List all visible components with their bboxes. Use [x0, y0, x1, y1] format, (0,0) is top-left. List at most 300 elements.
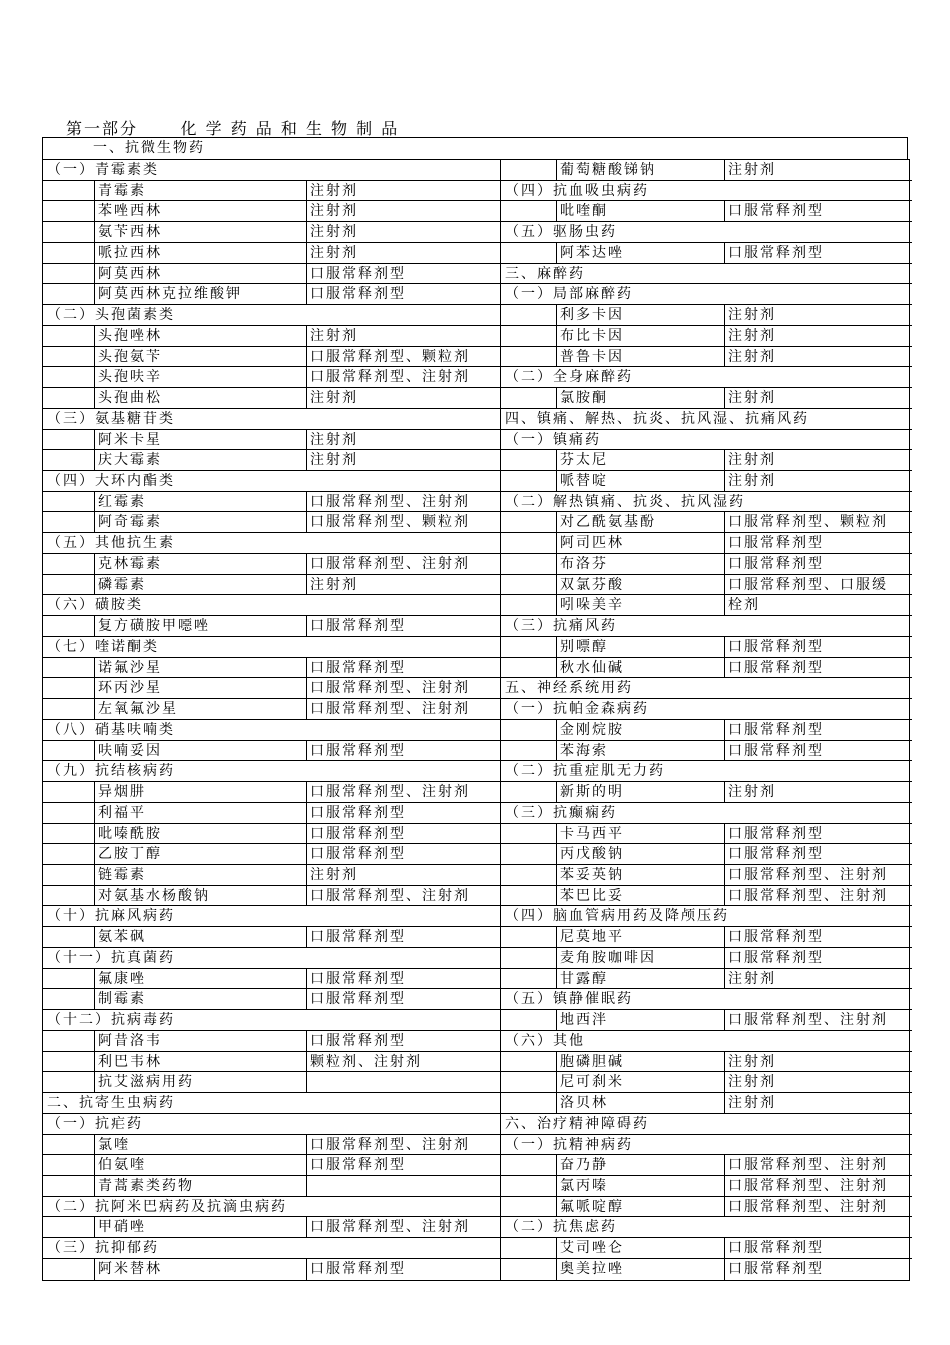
table-row — [43, 616, 500, 637]
table-row — [43, 181, 500, 202]
indent-cell — [501, 1238, 557, 1258]
category-label: （四）脑血管病用药及降颅压药 — [505, 908, 729, 925]
dosage-form: 口服常释剂型 — [728, 1240, 824, 1257]
drug-name: 甘露醇 — [557, 969, 725, 989]
indent-cell — [43, 1135, 95, 1155]
table-row — [43, 927, 500, 948]
table-row — [43, 1031, 500, 1052]
drug-name: 氯喹 — [95, 1135, 307, 1155]
table-row — [43, 430, 500, 451]
drug-name: 氟康唑 — [95, 969, 307, 989]
drug-name: 苯妥英钠 — [557, 865, 725, 885]
drug-name: 布洛芬 — [557, 554, 725, 574]
indent-cell — [501, 824, 557, 844]
category-label: （一）镇痛药 — [505, 431, 601, 448]
table-row — [43, 284, 500, 305]
category-label: （三）抗痛风药 — [505, 618, 617, 635]
table-row — [501, 1010, 912, 1031]
category-label: （二）头孢菌素类 — [47, 307, 175, 324]
indent-cell — [43, 1217, 95, 1237]
indent-cell — [501, 658, 557, 678]
category-row — [501, 1217, 912, 1238]
category-row — [43, 409, 500, 430]
category-row — [43, 761, 500, 782]
indent-cell — [501, 1197, 557, 1217]
table-row — [43, 824, 500, 845]
dosage-form: 注射剂 — [728, 327, 776, 344]
category-label: （二）抗焦虑药 — [505, 1219, 617, 1236]
indent-cell — [43, 222, 95, 242]
table-row — [501, 595, 912, 616]
category-row — [501, 264, 912, 285]
table-row — [501, 512, 912, 533]
drug-name: 丙戊酸钠 — [557, 844, 725, 864]
table-row — [43, 222, 500, 243]
right-column — [501, 160, 912, 1280]
dosage-form: 注射剂 — [310, 866, 358, 883]
drug-list-table — [42, 159, 910, 1281]
drug-name: 阿昔洛韦 — [95, 1031, 307, 1051]
dosage-form: 口服常释剂型 — [728, 949, 824, 966]
table-row — [43, 492, 500, 513]
category-label: （二）抗重症肌无力药 — [505, 763, 665, 780]
table-row — [501, 824, 912, 845]
dosage-form: 口服常释剂型 — [728, 638, 824, 655]
table-row — [501, 720, 912, 741]
table-row — [43, 886, 500, 907]
table-row — [501, 243, 912, 264]
table-row — [501, 160, 912, 181]
category-label: （三）抗癫痫药 — [505, 804, 617, 821]
dosage-form: 注射剂 — [728, 452, 776, 469]
dosage-form: 注射剂 — [728, 390, 776, 407]
dosage-form: 口服常释剂型、注射剂 — [310, 1136, 470, 1153]
drug-name: 奥美拉唑 — [557, 1259, 725, 1280]
drug-name: 抗艾滋病用药 — [95, 1072, 307, 1092]
category-row — [501, 678, 912, 699]
drug-name: 氟哌啶醇 — [557, 1197, 725, 1217]
category-row — [501, 699, 912, 720]
indent-cell — [501, 533, 557, 553]
indent-cell — [501, 1176, 557, 1196]
drug-name: 麦角胺咖啡因 — [557, 948, 725, 968]
table-row — [43, 969, 500, 990]
drug-name: 尼可刹米 — [557, 1072, 725, 1092]
drug-name: 头孢曲松 — [95, 388, 307, 408]
category-row — [501, 1031, 912, 1052]
table-row — [43, 450, 500, 471]
dosage-form: 注射剂 — [310, 244, 358, 261]
table-row — [501, 471, 912, 492]
indent-cell — [43, 927, 95, 947]
category-label: （八）硝基呋喃类 — [47, 721, 175, 738]
dosage-form: 注射剂 — [728, 970, 776, 987]
category-row — [43, 1197, 500, 1218]
dosage-form: 口服常释剂型 — [310, 1032, 406, 1049]
category-label: （二）全身麻醉药 — [505, 369, 633, 386]
dosage-form: 注射剂 — [310, 431, 358, 448]
indent-cell — [43, 264, 95, 284]
dosage-form: 口服常释剂型、注射剂 — [728, 1177, 888, 1194]
drug-name: 头孢氨苄 — [95, 347, 307, 367]
indent-cell — [43, 284, 95, 304]
dosage-form: 口服常释剂型、注射剂 — [728, 1198, 888, 1215]
dosage-form: 口服常释剂型、口服缓 — [728, 576, 888, 593]
dosage-form: 注射剂 — [728, 473, 776, 490]
indent-cell — [43, 243, 95, 263]
indent-cell — [501, 326, 557, 346]
dosage-form: 注射剂 — [728, 1074, 776, 1091]
category-label: （四）抗血吸虫病药 — [505, 182, 649, 199]
category-label: （三）抗抑郁药 — [47, 1240, 159, 1257]
category-row — [501, 803, 912, 824]
dosage-form: 口服常释剂型 — [310, 1260, 406, 1277]
category-row — [501, 492, 912, 513]
drug-name: 普鲁卡因 — [557, 347, 725, 367]
dosage-form: 口服常释剂型 — [728, 721, 824, 738]
category-label: （五）其他抗生素 — [47, 535, 175, 552]
indent-cell — [501, 243, 557, 263]
dosage-form: 口服常释剂型 — [310, 970, 406, 987]
table-row — [43, 865, 500, 886]
table-row — [501, 201, 912, 222]
indent-cell — [43, 181, 95, 201]
category-label: （十二）抗病毒药 — [47, 1012, 175, 1029]
drug-name: 苯海索 — [557, 741, 725, 761]
drug-name: 艾司唑仑 — [557, 1238, 725, 1258]
category-label: 二、抗寄生虫病药 — [47, 1095, 175, 1112]
drug-name: 异烟肼 — [95, 782, 307, 802]
category-row — [43, 1093, 500, 1114]
dosage-form: 口服常释剂型、注射剂 — [310, 701, 470, 718]
category-row — [43, 637, 500, 658]
indent-cell — [501, 720, 557, 740]
dosage-form: 口服常释剂型、注射剂 — [310, 784, 470, 801]
table-row — [43, 1135, 500, 1156]
page-title: 第一部分 化 学 药 品 和 生 物 制 品 — [66, 119, 400, 138]
indent-cell — [501, 160, 557, 180]
indent-cell — [43, 1052, 95, 1072]
drug-name: 利多卡因 — [557, 305, 725, 325]
drug-name: 阿米卡星 — [95, 430, 307, 450]
drug-name: 左氧氟沙星 — [95, 699, 307, 719]
table-row — [501, 886, 912, 907]
drug-name: 头孢唑林 — [95, 326, 307, 346]
category-label: （一）抗帕金森病药 — [505, 701, 649, 718]
drug-name: 呋喃妥因 — [95, 741, 307, 761]
category-label: （九）抗结核病药 — [47, 763, 175, 780]
drug-name: 哌拉西林 — [95, 243, 307, 263]
table-row — [43, 782, 500, 803]
dosage-form: 注射剂 — [310, 182, 358, 199]
drug-name: 青蒿素类药物 — [95, 1176, 307, 1196]
dosage-form: 口服常释剂型 — [310, 804, 406, 821]
drug-name: 氯丙嗪 — [557, 1176, 725, 1196]
category-label: （五）镇静催眠药 — [505, 991, 633, 1008]
dosage-form: 口服常释剂型 — [728, 929, 824, 946]
dosage-form: 口服常释剂型、颗粒剂 — [310, 348, 470, 365]
category-row — [43, 906, 500, 927]
table-row — [501, 844, 912, 865]
drug-name: 哌替啶 — [557, 471, 725, 491]
drug-name: 阿苯达唑 — [557, 243, 725, 263]
drug-name: 阿莫西林 — [95, 264, 307, 284]
dosage-form: 口服常释剂型、注射剂 — [310, 493, 470, 510]
dosage-form: 口服常释剂型、注射剂 — [728, 1012, 888, 1029]
category-label: （六）其他 — [505, 1032, 585, 1049]
drug-name: 青霉素 — [95, 181, 307, 201]
drug-name: 乙胺丁醇 — [95, 844, 307, 864]
table-row — [501, 347, 912, 368]
category-row — [43, 160, 500, 181]
indent-cell — [43, 1259, 95, 1280]
category-row — [501, 616, 912, 637]
indent-cell — [501, 347, 557, 367]
table-row — [501, 1176, 912, 1197]
indent-cell — [43, 741, 95, 761]
dosage-form: 注射剂 — [728, 784, 776, 801]
dosage-form: 口服常释剂型 — [310, 618, 406, 635]
category-row — [501, 181, 912, 202]
category-label: （二）解热镇痛、抗炎、抗风湿药 — [505, 493, 745, 510]
dosage-form: 口服常释剂型 — [728, 742, 824, 759]
dosage-form: 注射剂 — [728, 162, 776, 178]
dosage-form: 口服常释剂型 — [310, 991, 406, 1008]
indent-cell — [501, 1259, 557, 1280]
drug-name: 利福平 — [95, 803, 307, 823]
indent-cell — [43, 865, 95, 885]
indent-cell — [501, 554, 557, 574]
category-label: （一）抗疟药 — [47, 1115, 143, 1132]
table-row — [43, 264, 500, 285]
drug-name: 头孢呋辛 — [95, 367, 307, 387]
table-row — [501, 1197, 912, 1218]
drug-name: 伯氨喹 — [95, 1155, 307, 1175]
drug-name: 金刚烷胺 — [557, 720, 725, 740]
dosage-form: 口服常释剂型 — [310, 286, 406, 303]
table-row — [501, 554, 912, 575]
drug-name: 胞磷胆碱 — [557, 1052, 725, 1072]
dosage-form: 口服常释剂型 — [310, 659, 406, 676]
table-row — [43, 367, 500, 388]
drug-name: 利巴韦林 — [95, 1052, 307, 1072]
table-row — [43, 803, 500, 824]
table-row — [501, 388, 912, 409]
indent-cell — [43, 1176, 95, 1196]
indent-cell — [501, 595, 557, 615]
indent-cell — [501, 1155, 557, 1175]
indent-cell — [501, 305, 557, 325]
table-row — [43, 201, 500, 222]
drug-name: 阿司匹林 — [557, 533, 725, 553]
table-row — [501, 969, 912, 990]
category-row — [501, 1114, 912, 1135]
category-row — [43, 471, 500, 492]
dosage-form: 口服常释剂型 — [310, 929, 406, 946]
dosage-form: 口服常释剂型 — [310, 825, 406, 842]
table-row — [501, 741, 912, 762]
indent-cell — [43, 1031, 95, 1051]
indent-cell — [501, 388, 557, 408]
table-row — [43, 678, 500, 699]
dosage-form: 栓剂 — [728, 597, 760, 614]
dosage-form: 口服常释剂型、注射剂 — [310, 555, 470, 572]
category-label: （四）大环内酯类 — [47, 473, 175, 490]
category-row — [501, 906, 912, 927]
drug-name: 制霉素 — [95, 989, 307, 1009]
category-label: （三）氨基糖苷类 — [47, 410, 175, 427]
drug-name: 复方磺胺甲噁唑 — [95, 616, 307, 636]
table-row — [43, 741, 500, 762]
category-row — [43, 720, 500, 741]
indent-cell — [43, 989, 95, 1009]
dosage-form: 注射剂 — [728, 1095, 776, 1112]
table-row — [43, 1052, 500, 1073]
indent-cell — [43, 616, 95, 636]
indent-cell — [501, 969, 557, 989]
dosage-form: 口服常释剂型、注射剂 — [310, 369, 470, 386]
category-label: （一）局部麻醉药 — [505, 286, 633, 303]
indent-cell — [43, 886, 95, 906]
dosage-form: 口服常释剂型、注射剂 — [310, 1219, 470, 1236]
drug-name: 奋乃静 — [557, 1155, 725, 1175]
dosage-form: 口服常释剂型 — [728, 244, 824, 261]
table-row — [501, 865, 912, 886]
category-row — [501, 761, 912, 782]
indent-cell — [501, 450, 557, 470]
drug-name: 双氯芬酸 — [557, 575, 725, 595]
drug-name: 秋水仙碱 — [557, 658, 725, 678]
table-row — [43, 512, 500, 533]
table-row — [501, 927, 912, 948]
table-row — [501, 782, 912, 803]
drug-name: 地西泮 — [557, 1010, 725, 1030]
drug-name: 尼莫地平 — [557, 927, 725, 947]
drug-name: 对氨基水杨酸钠 — [95, 886, 307, 906]
table-row — [43, 347, 500, 368]
indent-cell — [501, 782, 557, 802]
indent-cell — [43, 969, 95, 989]
dosage-form: 口服常释剂型 — [728, 535, 824, 552]
indent-cell — [501, 844, 557, 864]
indent-cell — [43, 512, 95, 532]
indent-cell — [43, 782, 95, 802]
table-row — [43, 699, 500, 720]
category-label: （七）喹诺酮类 — [47, 638, 159, 655]
table-row — [501, 948, 912, 969]
category-label: （一）青霉素类 — [47, 162, 159, 178]
dosage-form: 口服常释剂型 — [728, 203, 824, 220]
drug-name: 布比卡因 — [557, 326, 725, 346]
indent-cell — [501, 512, 557, 532]
section-heading: 一、抗微生物药 — [42, 137, 908, 159]
drug-name: 甲硝唑 — [95, 1217, 307, 1237]
dosage-form: 口服常释剂型、注射剂 — [310, 887, 470, 904]
indent-cell — [43, 326, 95, 346]
dosage-form: 口服常释剂型 — [728, 555, 824, 572]
indent-cell — [501, 575, 557, 595]
dosage-form: 口服常释剂型、注射剂 — [728, 866, 888, 883]
category-row — [43, 948, 500, 969]
category-row — [501, 989, 912, 1010]
indent-cell — [43, 824, 95, 844]
table-row — [501, 533, 912, 554]
dosage-form: 注射剂 — [310, 327, 358, 344]
drug-name: 别嘌醇 — [557, 637, 725, 657]
indent-cell — [501, 201, 557, 221]
table-row — [501, 326, 912, 347]
dosage-form: 口服常释剂型、注射剂 — [310, 680, 470, 697]
indent-cell — [43, 678, 95, 698]
drug-name: 氨苯砜 — [95, 927, 307, 947]
category-row — [501, 430, 912, 451]
drug-name: 芬太尼 — [557, 450, 725, 470]
drug-name: 吡喹酮 — [557, 201, 725, 221]
drug-name: 阿米替林 — [95, 1259, 307, 1280]
indent-cell — [43, 575, 95, 595]
category-label: 六、治疗精神障碍药 — [505, 1115, 649, 1132]
drug-name: 卡马西平 — [557, 824, 725, 844]
indent-cell — [501, 1052, 557, 1072]
category-label: 三、麻醉药 — [505, 265, 585, 282]
indent-cell — [43, 658, 95, 678]
table-row — [501, 1155, 912, 1176]
drug-name: 洛贝林 — [557, 1093, 725, 1113]
table-row — [501, 658, 912, 679]
indent-cell — [43, 367, 95, 387]
indent-cell — [43, 1155, 95, 1175]
indent-cell — [501, 1093, 557, 1113]
table-row — [43, 1176, 500, 1197]
indent-cell — [501, 865, 557, 885]
table-row — [43, 658, 500, 679]
indent-cell — [501, 886, 557, 906]
indent-cell — [43, 430, 95, 450]
dosage-form: 口服常释剂型 — [728, 659, 824, 676]
table-row — [501, 1259, 912, 1280]
indent-cell — [501, 1072, 557, 1092]
drug-name: 吲哚美辛 — [557, 595, 725, 615]
indent-cell — [501, 471, 557, 491]
drug-name: 苯唑西林 — [95, 201, 307, 221]
left-column — [43, 160, 501, 1280]
table-row — [501, 450, 912, 471]
dosage-form: 口服常释剂型 — [728, 1260, 824, 1277]
dosage-form — [307, 1072, 500, 1092]
dosage-form: 口服常释剂型、注射剂 — [728, 887, 888, 904]
dosage-form: 口服常释剂型 — [310, 846, 406, 863]
table-row — [501, 1238, 912, 1259]
indent-cell — [43, 450, 95, 470]
drug-name: 庆大霉素 — [95, 450, 307, 470]
table-row — [43, 1072, 500, 1093]
drug-name: 对乙酰氨基酚 — [557, 512, 725, 532]
indent-cell — [501, 948, 557, 968]
dosage-form: 注射剂 — [728, 348, 776, 365]
dosage-form: 口服常释剂型 — [728, 825, 824, 842]
category-label: 四、镇痛、解热、抗炎、抗风湿、抗痛风药 — [505, 410, 809, 427]
indent-cell — [43, 347, 95, 367]
dosage-form: 颗粒剂、注射剂 — [310, 1053, 422, 1070]
table-row — [501, 1093, 912, 1114]
category-label: （二）抗阿米巴病药及抗滴虫病药 — [47, 1198, 287, 1215]
indent-cell — [501, 637, 557, 657]
category-row — [501, 222, 912, 243]
dosage-form: 口服常释剂型 — [310, 1157, 406, 1174]
drug-name: 环丙沙星 — [95, 678, 307, 698]
category-label: （十）抗麻风病药 — [47, 908, 175, 925]
category-label: （一）抗精神病药 — [505, 1136, 633, 1153]
